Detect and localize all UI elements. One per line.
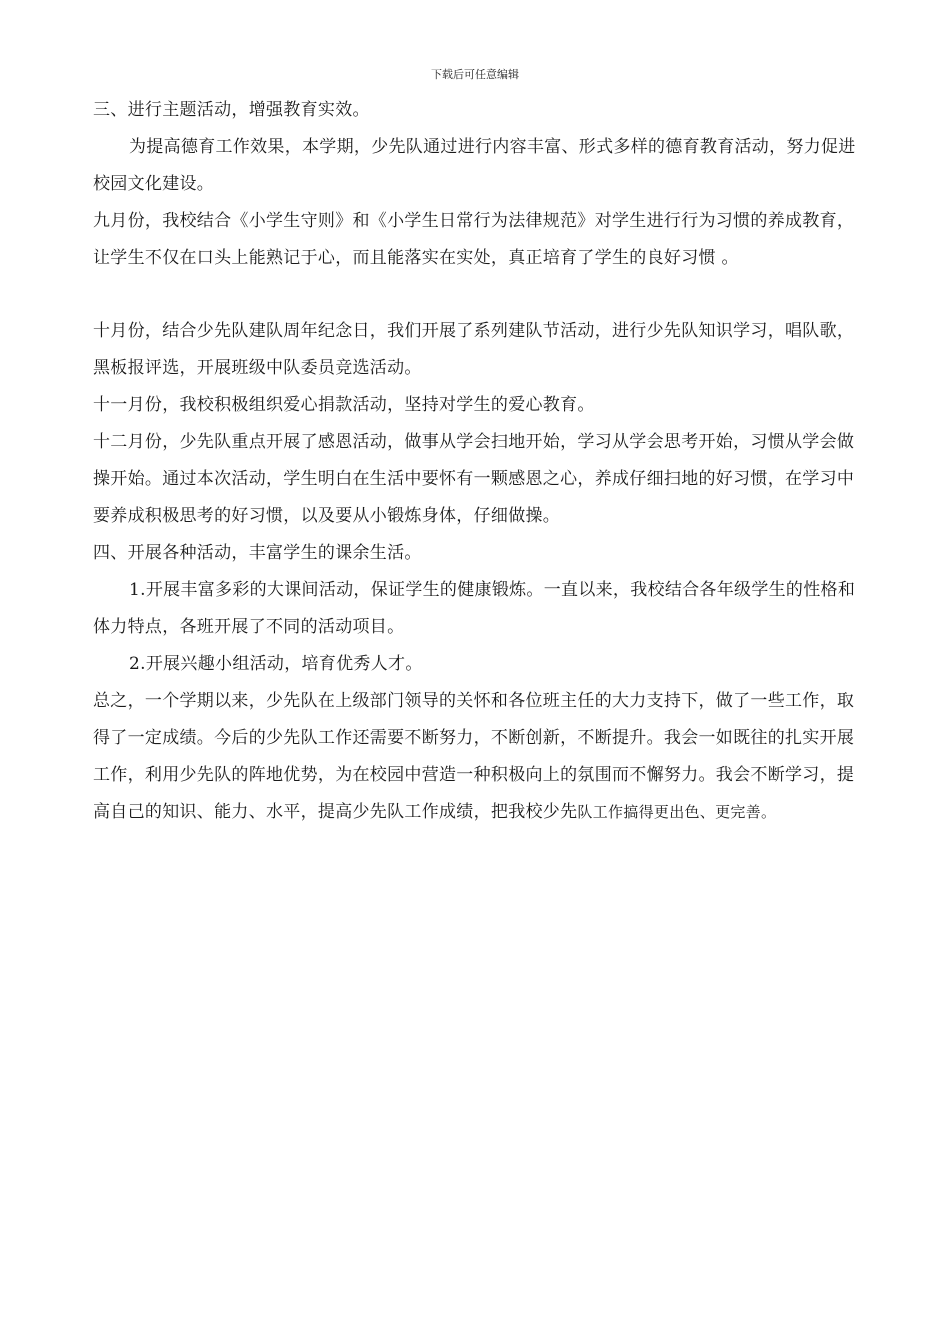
document-body [93, 92, 865, 831]
paragraph-gap [93, 277, 865, 313]
paragraph-december: 十二月份，少先队重点开展了感恩活动，做事从学会扫地开始，学习从学会思考开始，习惯从学会做操开始。通过本次活动，学生明白在生活中要怀有一颗感恩之心，养成仔细扫地的好习惯，在学习中要养成积极思考的好习惯，以及要从小锻炼身体，仔细做操。 [93, 432, 855, 526]
paragraph-item-1: 1.开展丰富多彩的大课间活动，保证学生的健康锻炼。一直以来，我校结合各年级学生的性格和体力特点，各班开展了不同的活动项目。 [93, 580, 856, 637]
paragraph-summary [93, 683, 865, 831]
page-header-note: 下载后可任意编辑 [431, 68, 519, 81]
paragraph-item-2: 2.开展兴趣小组活动，培育优秀人才。 [129, 654, 423, 674]
summary-text: 总之，一个学期以来，少先队在上级部门领导的关怀和各位班主任的大力支持下，做了一些工作，取得了一定成绩。今后的少先队工作还需要不断努力，不断创新，不断提升。我会一如既往的扎实开展工作，利用少先队的阵地优势，为在校园中营造一种积极向上的氛围而不懈努力。我会不断学习，提高自己的知识、能力、水平，提高少先队工作成绩，把我校少先 [93, 691, 855, 822]
section-heading-4: 四、开展各种活动，丰富学生的课余生活。 [93, 543, 422, 563]
summary-tail: 队工作搞得更出色、更完善。 [577, 803, 777, 821]
section-heading-3: 三、进行主题活动，增强教育实效。 [93, 100, 370, 120]
paragraph-october: 十月份，结合少先队建队周年纪念日，我们开展了系列建队节活动，进行少先队知识学习，唱队歌，黑板报评选，开展班级中队委员竞选活动。 [93, 321, 855, 378]
paragraph-september: 九月份，我校结合《小学生守则》和《小学生日常行为法律规范》对学生进行行为习惯的养成教育，让学生不仅在口头上能熟记于心，而且能落实在实处，真正培育了学生的良好习惯 。 [93, 211, 855, 268]
paragraph-november: 十一月份，我校积极组织爱心捐款活动，坚持对学生的爱心教育。 [93, 395, 595, 415]
paragraph-intro: 为提高德育工作效果，本学期，少先队通过进行内容丰富、形式多样的德育教育活动，努力促进校园文化建设。 [93, 137, 856, 194]
